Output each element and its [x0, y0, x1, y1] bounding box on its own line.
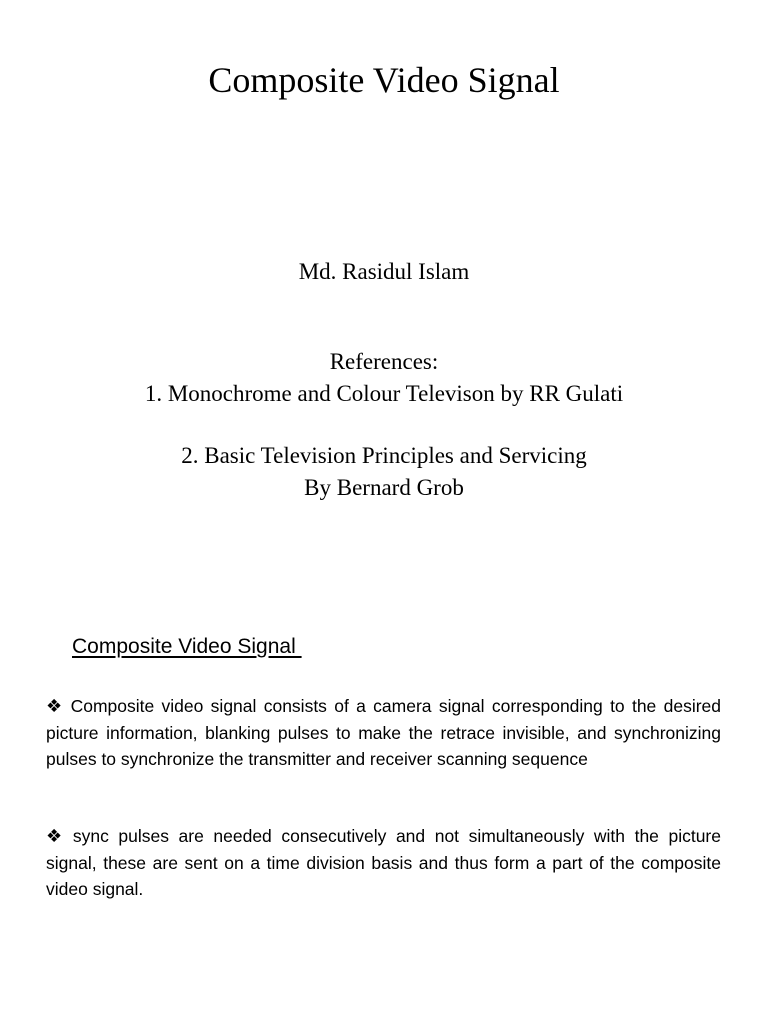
- diamond-bullet-icon: ❖: [46, 826, 67, 847]
- reference-item-1: 1. Monochrome and Colour Televison by RR Gulati: [144, 381, 624, 406]
- references-heading: References:: [329, 349, 439, 374]
- reference-item-2-author: By Bernard Grob: [304, 475, 464, 500]
- bullet-text: Composite video signal consists of a camera signal corresponding to the desired picture information, blanking pulses to make the retrace invisible, and synchronizing pulses to synchronize the transmitter and receiver scanning sequence: [46, 696, 721, 769]
- bullet-paragraph: [46, 693, 721, 772]
- reference-item-2: 2. Basic Television Principles and Servicing: [181, 443, 587, 468]
- diamond-bullet-icon: ❖: [46, 696, 65, 717]
- author-name: Md. Rasidul Islam: [298, 259, 470, 284]
- bullet-paragraph: [46, 823, 721, 902]
- slide-title: Composite Video Signal: [208, 60, 560, 100]
- bullet-text: sync pulses are needed consecutively and not simultaneously with the picture signal, these are sent on a time division basis and thus form a part of the composite video signal.: [46, 826, 721, 899]
- section-heading: Composite Video Signal: [72, 635, 302, 658]
